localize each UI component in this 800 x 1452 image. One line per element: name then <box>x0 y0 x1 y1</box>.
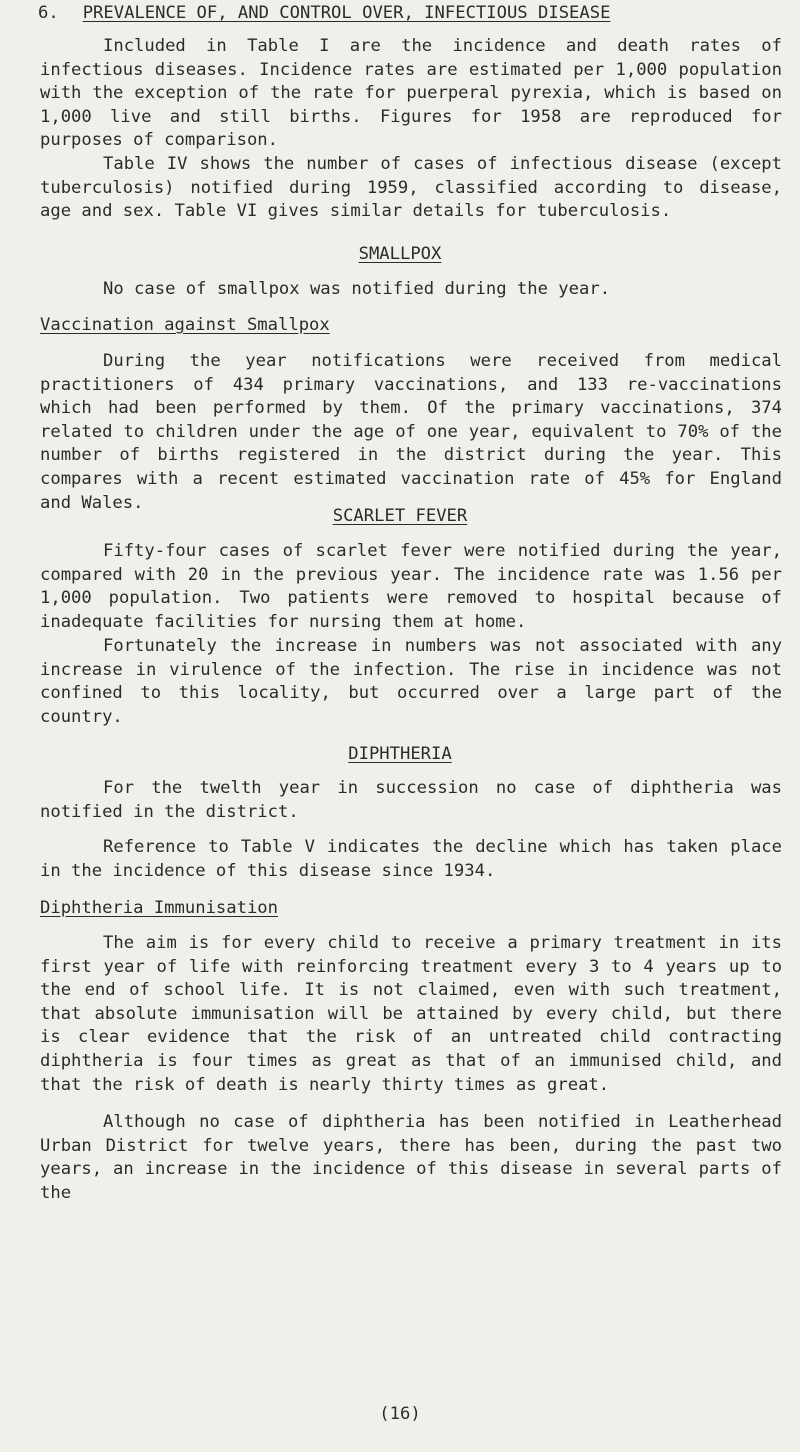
scarlet-fever-paragraph-2-block <box>40 635 782 729</box>
intro-paragraph-2: Table IV shows the number of cases of infectious disease (except tuberculosis) notified during 1959, classified according to disease, age and sex. Table VI gives similar details for tuberculosis. <box>40 154 782 222</box>
diphtheria-paragraph-2: Reference to Table V indicates the decline which has taken place in the incidence of this disease since 1934. <box>40 837 782 881</box>
intro-paragraph-2-block <box>40 153 782 224</box>
diphtheria-paragraph-1: For the twelth year in succession no case of diphtheria was notified in the district. <box>40 778 782 822</box>
smallpox-heading: SMALLPOX <box>358 244 442 264</box>
scarlet-fever-paragraph-1: Fifty-four cases of scarlet fever were notified during the year, compared with 20 in the previous year. The incidence rate was 1.56 per 1,000 population. Two patients were removed to hospital because of inadequate facilities for nursing them at home. <box>40 541 782 632</box>
diphtheria-heading: DIPHTHERIA <box>348 744 452 764</box>
vaccination-paragraph-block <box>40 350 782 515</box>
immunisation-paragraph-2-block <box>40 1111 782 1205</box>
immunisation-paragraph-2: Although no case of diphtheria has been notified in Leatherhead Urban District for twelve years, there has been, during the past two years, an increase in the incidence of this disease in several parts of the <box>40 1112 782 1203</box>
section-title: PREVALENCE OF, AND CONTROL OVER, INFECTIOUS DISEASE <box>82 3 611 23</box>
diphtheria-immunisation-heading: Diphtheria Immunisation <box>40 898 278 918</box>
section-number: 6. <box>38 3 59 23</box>
immunisation-paragraph-1: The aim is for every child to receive a primary treatment in its first year of life with reinforcing treatment every 3 to 4 years up to the end of school life. It is not claimed, even with such treatment, that absolute immunisation will be attained by every child, but there is clear evidence that the risk of an untreated child contracting diphtheria is four times as great as that of an immunised child, and that the risk of death is nearly thirty times as great. <box>40 933 782 1095</box>
smallpox-paragraph: No case of smallpox was notified during the year. <box>103 279 611 299</box>
intro-paragraph-1-block <box>40 35 782 153</box>
vaccination-heading: Vaccination against Smallpox <box>40 315 330 335</box>
scarlet-fever-paragraph-1-block <box>40 540 782 634</box>
intro-paragraph-1: Included in Table I are the incidence and death rates of infectious diseases. Incidence rates are estimated per 1,000 population with the exception of the rate for puerperal pyrexia, which is based on 1,000 live and still births. Figures for 1958 are reproduced for purposes of comparison. <box>40 36 782 151</box>
diphtheria-paragraph-2-block <box>40 836 782 883</box>
scarlet-fever-paragraph-2: Fortunately the increase in numbers was not associated with any increase in virulence of the infection. The rise in incidence was not confined to this locality, but occurred over a large part of the country. <box>40 636 782 727</box>
smallpox-paragraph-block <box>40 278 782 302</box>
scarlet-fever-heading: SCARLET FEVER <box>332 506 468 526</box>
page-number: (16) <box>379 1404 421 1424</box>
immunisation-paragraph-1-block <box>40 932 782 1097</box>
section-heading <box>38 2 610 26</box>
diphtheria-paragraph-1-block <box>40 777 782 824</box>
vaccination-paragraph: During the year notifications were received from medical practitioners of 434 primary vaccinations, and 133 re-vaccinations which had been performed by them. Of the primary vaccinations, 374 related to children under the age of one year, equivalent to 70% of the number of births registered in the district during the year. This compares with a recent estimated vaccination rate of 45% for England and Wales. <box>40 351 782 513</box>
